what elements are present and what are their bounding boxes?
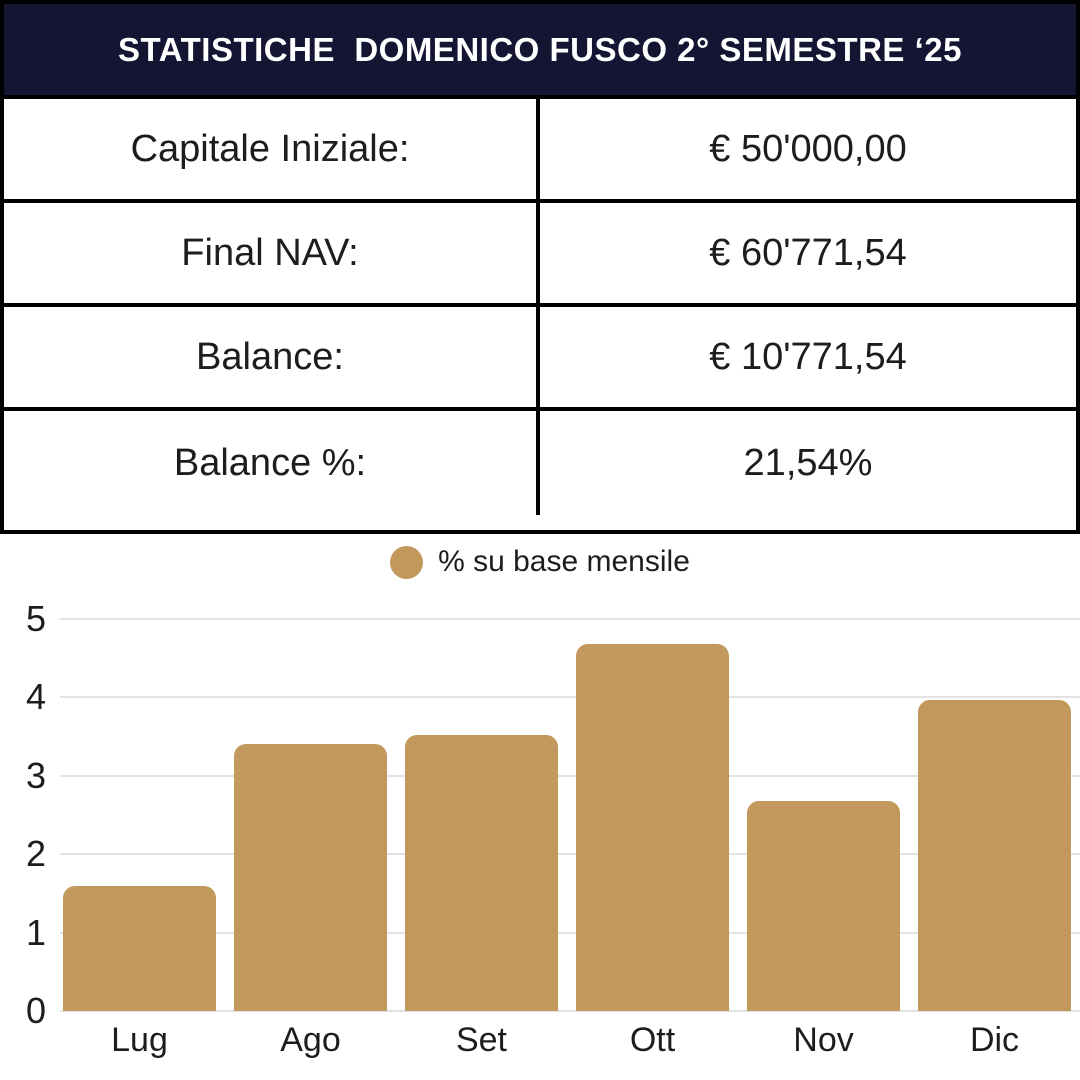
summary-block bbox=[0, 0, 1080, 534]
header-bar bbox=[4, 4, 1076, 99]
y-axis bbox=[0, 0, 60, 1080]
x-tick-label-lug: Lug bbox=[111, 1021, 168, 1059]
row-value: € 50'000,00 bbox=[540, 99, 1076, 199]
bar-dic bbox=[918, 700, 1071, 1011]
bar-lug bbox=[63, 886, 216, 1011]
bar-set bbox=[405, 735, 558, 1011]
legend-swatch-icon bbox=[390, 546, 423, 579]
x-axis bbox=[60, 1021, 1080, 1066]
x-tick-label-ott: Ott bbox=[629, 1021, 676, 1059]
row-label: Balance: bbox=[4, 307, 540, 407]
plot-area bbox=[60, 619, 1080, 1011]
y-tick-label-4: 4 bbox=[25, 676, 46, 718]
row-label: Final NAV: bbox=[4, 203, 540, 303]
x-tick-label-set: Set bbox=[455, 1021, 508, 1059]
table-row-balance-pct bbox=[4, 411, 1076, 515]
x-tick-label-dic: Dic bbox=[969, 1021, 1020, 1059]
x-tick-label-nov: Nov bbox=[793, 1021, 854, 1059]
y-tick-label-1: 1 bbox=[25, 911, 46, 953]
gridline-4 bbox=[60, 696, 1080, 698]
row-value: € 10'771,54 bbox=[540, 307, 1076, 407]
legend-label: % su base mensile bbox=[438, 545, 690, 578]
row-label: Balance %: bbox=[4, 411, 540, 515]
row-label: Capitale Iniziale: bbox=[4, 99, 540, 199]
y-tick-label-0: 0 bbox=[25, 990, 46, 1031]
page-title: STATISTICHE DOMENICO FUSCO 2° SEMESTRE ‘25 bbox=[118, 30, 962, 68]
table-row-balance bbox=[4, 307, 1076, 411]
bar-ago bbox=[234, 744, 387, 1011]
bar-nov bbox=[747, 801, 900, 1011]
bar-ott bbox=[576, 644, 729, 1011]
gridline-5 bbox=[60, 618, 1080, 620]
table-row-final-nav bbox=[4, 203, 1076, 307]
table-row-capitale-iniziale bbox=[4, 99, 1076, 203]
chart-legend bbox=[0, 544, 1080, 580]
row-value: 21,54% bbox=[540, 411, 1076, 515]
y-tick-label-5: 5 bbox=[25, 598, 46, 639]
y-tick-label-2: 2 bbox=[25, 833, 46, 875]
y-tick-label-3: 3 bbox=[25, 754, 46, 796]
x-tick-label-ago: Ago bbox=[280, 1021, 341, 1059]
row-value: € 60'771,54 bbox=[540, 203, 1076, 303]
